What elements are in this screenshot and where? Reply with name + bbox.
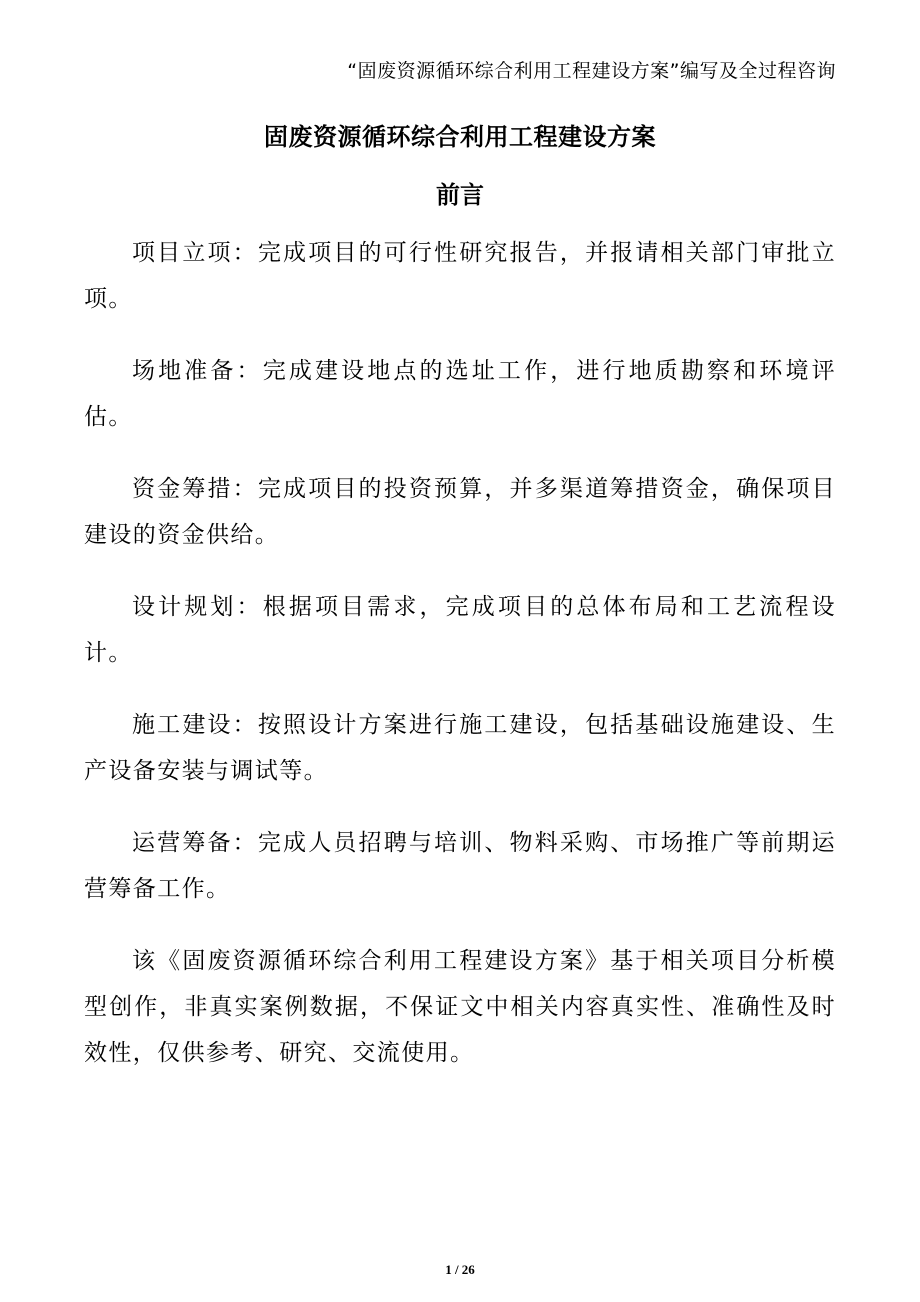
running-header: “固废资源循环综合利用工程建设方案”编写及全过程咨询: [347, 60, 836, 82]
paragraph-operation-prep: 运营筹备：完成人员招聘与培训、物料采购、市场推广等前期运营筹备工作。: [84, 830, 836, 902]
paragraph-fund-raising: 资金筹措：完成项目的投资预算，并多渠道筹措资金，确保项目建设的资金供给。: [84, 476, 836, 548]
paragraph-construction: 施工建设：按照设计方案进行施工建设，包括基础设施建设、生产设备安装与调试等。: [84, 712, 836, 784]
document-body: [84, 230, 836, 1102]
paragraph-project-approval: 项目立项：完成项目的可行性研究报告，并报请相关部门审批立项。: [84, 240, 836, 312]
page-number: 1 / 26: [445, 1262, 475, 1277]
paragraph-disclaimer: 该《固废资源循环综合利用工程建设方案》基于相关项目分析模型创作，非真实案例数据，不保证文中相关内容真实性、准确性及时效性，仅供参考、研究、交流使用。: [84, 948, 836, 1066]
paragraph-design-planning: 设计规划：根据项目需求，完成项目的总体布局和工艺流程设计。: [84, 594, 836, 666]
section-heading-preface: 前言: [436, 181, 484, 209]
paragraph-site-preparation: 场地准备：完成建设地点的选址工作，进行地质勘察和环境评估。: [84, 358, 836, 430]
document-title: 固废资源循环综合利用工程建设方案: [264, 123, 656, 151]
